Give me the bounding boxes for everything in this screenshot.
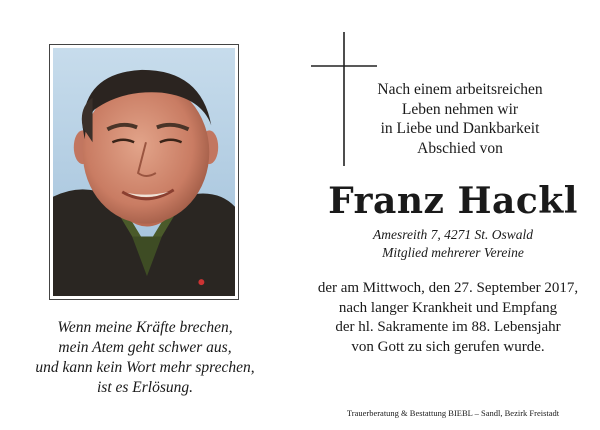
death-line: nach langer Krankheit und Empfang [338, 299, 558, 316]
intro-line: Leben nehmen wir [401, 100, 519, 118]
deceased-address: Amesreith 7, 4271 St. Oswald [373, 227, 533, 242]
poem-line: Wenn meine Kräfte brechen, [57, 319, 233, 336]
portrait-frame [49, 44, 239, 300]
intro-line: Abschied von [417, 139, 503, 157]
deceased-membership: Mitglied mehrerer Vereine [382, 245, 524, 260]
intro-line: Nach einem arbeitsreichen [377, 81, 543, 98]
deceased-name: Franz Hackl [328, 180, 578, 222]
death-notice [300, 279, 596, 357]
farewell-intro [345, 80, 575, 158]
funeral-home-credit: Trauerberatung & Bestattung BIEBL – Sandl, Bezirk Freistadt [346, 408, 560, 418]
poem-line: ist es Erlösung. [96, 379, 194, 396]
death-line: der hl. Sakramente im 88. Lebensjahr [335, 319, 561, 335]
intro-line: in Liebe und Dankbarkeit [380, 120, 540, 137]
poem-line: mein Atem geht schwer aus, [58, 339, 232, 356]
portrait-photo [53, 48, 235, 296]
poem-line: und kann kein Wort mehr sprechen, [35, 359, 255, 376]
deceased-details [318, 226, 588, 262]
poem-verse [14, 318, 276, 398]
death-line: von Gott zu sich gerufen wurde. [351, 338, 545, 355]
death-line: der am Mittwoch, den 27. September 2017, [317, 280, 579, 296]
